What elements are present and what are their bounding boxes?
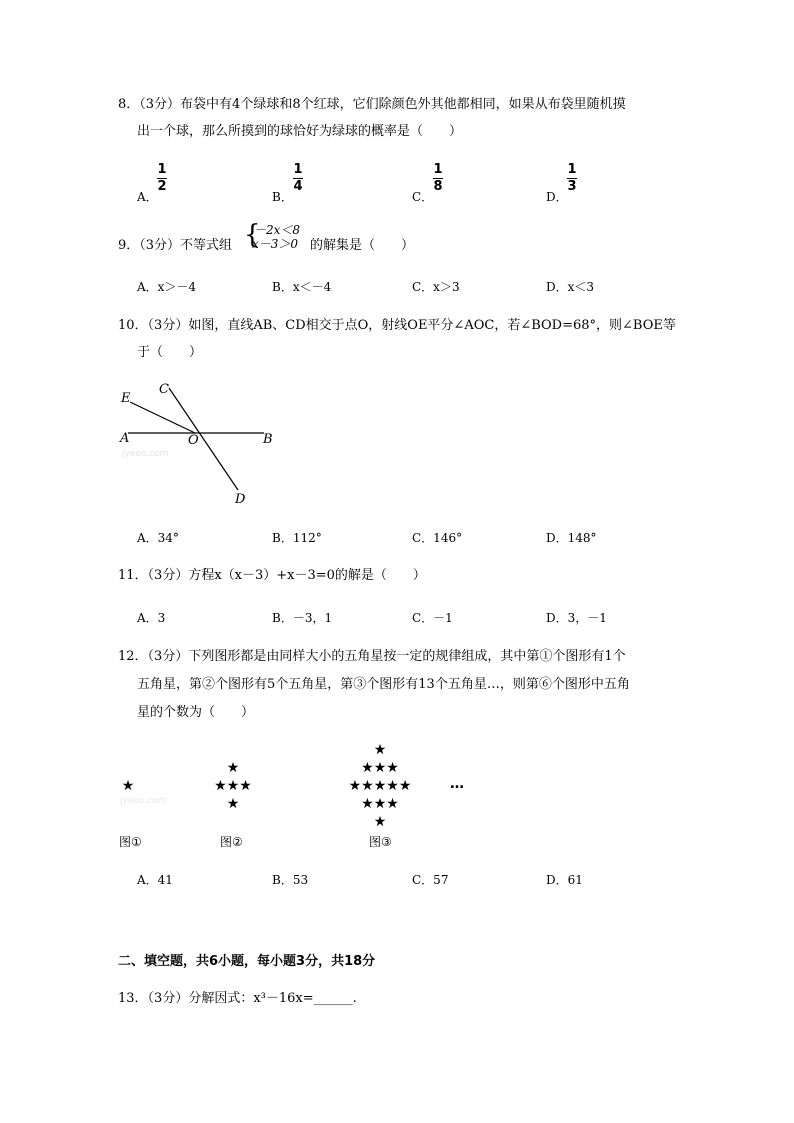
figure-3-row-1: ★ xyxy=(373,742,387,758)
q8-option-a-fraction xyxy=(155,163,169,194)
q9-inequality-2: x－3＞0 xyxy=(252,237,299,251)
q8-option-d-fraction xyxy=(565,163,579,194)
ray-oe xyxy=(130,402,195,433)
numerator: 1 xyxy=(433,162,443,177)
denominator: 3 xyxy=(567,179,577,194)
q8-option-c-label: C． xyxy=(412,190,434,204)
watermark: jyeoo.com xyxy=(120,796,167,806)
numerator: 1 xyxy=(157,162,167,177)
figure-ellipsis: … xyxy=(450,776,464,792)
q12-option-d: D．61 xyxy=(546,873,583,887)
denominator: 4 xyxy=(293,179,303,194)
q10-line2: 于（ ） xyxy=(137,345,203,360)
q9-brace: { xyxy=(244,220,261,250)
q11-option-d: D．3，－1 xyxy=(546,611,607,625)
q10-angle-figure xyxy=(112,378,282,508)
q8-option-b-label: B． xyxy=(272,190,293,204)
q8-option-b-fraction xyxy=(291,163,305,194)
q10-option-d: D．148° xyxy=(546,531,597,545)
q12-line1: 12．（3分）下列图形都是由同样大小的五角星按一定的规律组成，其中第①个图形有1个 xyxy=(118,649,626,664)
figure-3-row-4: ★★★ xyxy=(361,796,399,812)
q10-option-c: C．146° xyxy=(412,531,463,545)
denominator: 8 xyxy=(433,179,443,194)
q12-line3: 星的个数为（ ） xyxy=(137,705,255,720)
figure-2-row-3: ★ xyxy=(226,796,240,812)
q10-option-b: B．112° xyxy=(272,531,322,545)
point-b-label: B xyxy=(263,432,273,447)
numerator: 1 xyxy=(567,162,577,177)
q11-option-a: A．3 xyxy=(137,611,166,625)
q12-line2: 五角星，第②个图形有5个五角星，第③个图形有13个五角星…，则第⑥个图形中五角 xyxy=(137,677,630,692)
q13-line1: 13．（3分）分解因式：x³－16x=______. xyxy=(118,991,357,1006)
figure-2-row-1: ★ xyxy=(226,760,240,776)
figure-2-row-2: ★★★ xyxy=(214,778,252,794)
section-2-title: 二、填空题，共6小题，每小题3分，共18分 xyxy=(118,954,376,969)
point-o-label: O xyxy=(188,433,199,448)
q9-suffix: 的解集是（ ） xyxy=(310,238,415,253)
figure-1-row-1: ★ xyxy=(121,778,135,794)
q8-line1: 8．（3分）布袋中有4个绿球和8个红球，它们除颜色外其他都相同，如果从布袋里随机摸 xyxy=(118,97,626,112)
watermark: jyeoo.com xyxy=(122,449,169,459)
q8-option-c-fraction xyxy=(431,163,445,194)
q9-option-d: D．x＜3 xyxy=(546,280,595,294)
q9-prefix: 9．（3分）不等式组 xyxy=(118,238,233,253)
q10-option-a: A．34° xyxy=(137,531,179,545)
q12-option-b: B．53 xyxy=(272,873,309,887)
q9-option-b: B．x＜－4 xyxy=(272,280,332,294)
q11-line1: 11．（3分）方程x（x－3）+x－3=0的解是（ ） xyxy=(118,568,426,583)
line-cd xyxy=(169,388,238,490)
figure-3-label: 图③ xyxy=(369,835,392,849)
q9-option-c: C．x＞3 xyxy=(412,280,460,294)
q12-option-c: C．57 xyxy=(412,873,449,887)
q9-option-a: A．x＞－4 xyxy=(137,280,197,294)
denominator: 2 xyxy=(157,179,167,194)
q8-line2: 出一个球，那么所摸到的球恰好为绿球的概率是（ ） xyxy=(137,124,463,139)
figure-1-label: 图① xyxy=(119,835,142,849)
figure-2-label: 图② xyxy=(220,835,243,849)
q8-option-d-label: D． xyxy=(546,190,568,204)
point-d-label: D xyxy=(235,492,246,507)
figure-3-row-5: ★ xyxy=(373,814,387,830)
numerator: 1 xyxy=(293,162,303,177)
q11-option-b: B．－3，1 xyxy=(272,611,333,625)
point-c-label: C xyxy=(159,382,169,397)
q9-inequality-1: －2x＜8 xyxy=(254,223,301,237)
q12-option-a: A．41 xyxy=(137,873,173,887)
figure-3-row-3: ★★★★★ xyxy=(348,778,412,794)
q8-option-a-label: A． xyxy=(137,190,158,204)
q10-line1: 10．（3分）如图，直线AB、CD相交于点O，射线OE平分∠AOC，若∠BOD=68°，则∠BOE等 xyxy=(118,318,676,333)
q11-option-c: C．－1 xyxy=(412,611,453,625)
point-e-label: E xyxy=(121,391,131,406)
point-a-label: A xyxy=(120,431,130,446)
figure-3-row-2: ★★★ xyxy=(361,760,399,776)
